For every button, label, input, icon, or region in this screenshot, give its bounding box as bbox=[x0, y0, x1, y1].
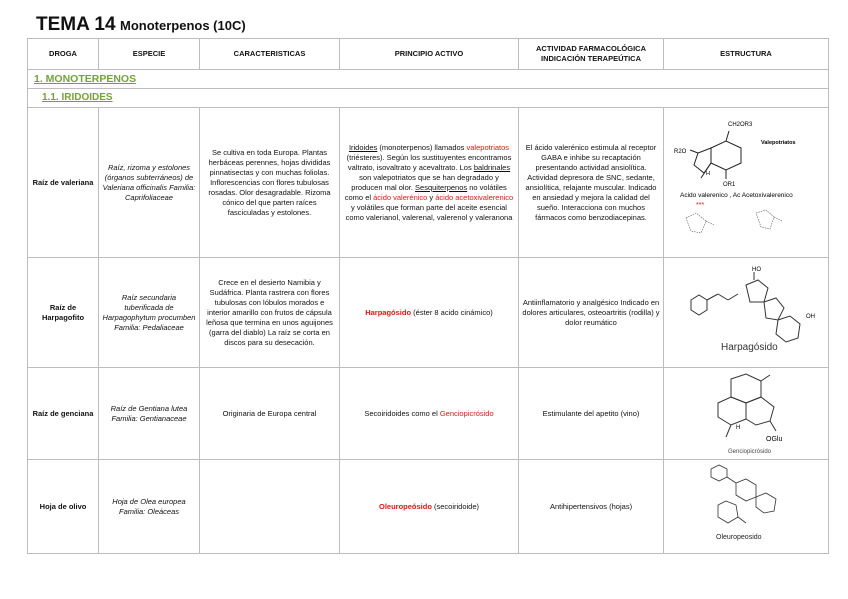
actividad-cell: Antihipertensivos (hojas) bbox=[519, 460, 664, 554]
principio-activo-cell bbox=[340, 108, 519, 258]
table-row bbox=[28, 108, 829, 258]
pa-text: y volátiles que forman parte del aceite esencial como valerianol, valerenal, valerenol y valeranona bbox=[345, 202, 513, 222]
actividad-cell: El ácido valerénico estimula al receptor GABA e inhibe su recaptación presentando actividad ansiolítica. Actividad depresora de SNC, sedante, ansiolítica, relajante muscular. Indicado en ansiedad y mejora la calidad del sueño. Interacciona con muchos fármacos como benzodiacepinas. bbox=[519, 108, 664, 258]
section-iridoides-label: 1.1. IRIDOIDES bbox=[42, 92, 113, 103]
table-header-row bbox=[28, 39, 829, 70]
table-row bbox=[28, 460, 829, 554]
estructura-cell bbox=[664, 258, 829, 368]
header-especie: ESPECIE bbox=[99, 39, 200, 70]
pa-acido-valerenico: ácido valerénico bbox=[373, 192, 428, 202]
oleuropeosido-structure bbox=[666, 461, 826, 553]
droga-cell: Hoja de olivo bbox=[28, 460, 99, 554]
header-actividad bbox=[519, 39, 664, 70]
title-main: TEMA 14 bbox=[36, 14, 116, 35]
pa-baldrinales: baldrinales bbox=[473, 162, 511, 172]
struct-oglu-label: OGlu bbox=[766, 435, 783, 443]
struct-or1-label: OR1 bbox=[723, 181, 736, 188]
header-actividad-line1: ACTIVIDAD FARMACOLÓGICA bbox=[536, 44, 646, 53]
pa-text: no volátiles como el bbox=[344, 182, 507, 202]
pa-text: (éster 8 acido cinámico) bbox=[411, 307, 493, 317]
header-caracteristicas: CARACTERISTICAS bbox=[200, 39, 340, 70]
struct-caption: Acido valerenico , Ac Acetoxivalerenico bbox=[680, 191, 793, 199]
pa-text: son valepotriatos que se han degradado y producen mal olor. bbox=[351, 172, 499, 192]
valepotriatos-structure bbox=[666, 113, 826, 253]
struct-h-label: H bbox=[736, 424, 741, 431]
title-sub: Monoterpenos (10C) bbox=[120, 18, 246, 33]
principio-activo-cell bbox=[340, 258, 519, 368]
pa-sesquiterpenos: Sesquiterpenos bbox=[415, 182, 468, 192]
struct-caption: Genciopicrósido bbox=[728, 448, 772, 455]
estructura-cell bbox=[664, 368, 829, 460]
genciopicrosido-structure bbox=[666, 369, 826, 459]
monoterpenos-table bbox=[27, 38, 829, 554]
caracteristicas-cell: Crece en el desierto Namibia y Sudáfrica. Planta rastrera con flores tubulosas con lóbulos morados e interior amarillo con frutos de cápsula leñosa que termina en unos aguijones (garra del diablo) La raíz se corta en discos para su desecación. bbox=[200, 258, 340, 368]
pa-iridoides: Iridoides bbox=[348, 142, 378, 152]
section-row-monoterpenos bbox=[28, 70, 829, 89]
actividad-cell: Estimulante del apetito (vino) bbox=[519, 368, 664, 460]
header-actividad-line2: INDICACIÓN TERAPEÚTICA bbox=[540, 54, 641, 63]
struct-caption: Oleuropeosido bbox=[716, 533, 762, 541]
struct-caption: Harpagósido bbox=[721, 342, 778, 353]
struct-valepotriatos-label: Valepotriatos bbox=[761, 139, 796, 146]
pa-acido-acetoxivalerenico: ácido acetoxivalerenico bbox=[435, 192, 514, 202]
pa-text: (triésteres). Según los sustituyentes encontramos valtrato, isovaltrato y acevaltrato. Los bbox=[346, 152, 512, 172]
harpagosido-structure bbox=[666, 260, 826, 365]
struct-ho-label: HO bbox=[752, 267, 761, 273]
droga-cell: Raíz de genciana bbox=[28, 368, 99, 460]
caracteristicas-cell: Se cultiva en toda Europa. Plantas herbáceas perennes, hojas divididas pinnatisectas y con muchas foliolas. Inflorescencias con flores tubulosas rosadas. Olor desagradable. Rizoma cónico del que parten raíces fasciculadas y estolones. bbox=[200, 108, 340, 258]
principio-activo-cell bbox=[340, 460, 519, 554]
table-row bbox=[28, 368, 829, 460]
pa-genciopicrosido: Genciopicrósido bbox=[439, 408, 494, 418]
section-iridoides bbox=[28, 89, 829, 108]
pa-valepotriatos: valepotriatos bbox=[466, 142, 510, 152]
caracteristicas-cell: Originaria de Europa central bbox=[200, 368, 340, 460]
actividad-cell: Antiinflamatorio y analgésico Indicado en dolores articulares, osteoartritis (rodilla) y dolor reumático bbox=[519, 258, 664, 368]
droga-cell: Raíz de Harpagofito bbox=[28, 258, 99, 368]
struct-ch2or3-label: CH2OR3 bbox=[728, 121, 753, 128]
especie-cell: Raíz secundaria tuberificada de Harpagophytum procumben Familia: Pedaliaceae bbox=[99, 258, 200, 368]
estructura-cell bbox=[664, 108, 829, 258]
header-principio-activo: PRINCIPIO ACTIVO bbox=[340, 39, 519, 70]
principio-activo-cell bbox=[340, 368, 519, 460]
struct-h-label: H bbox=[706, 170, 710, 177]
header-estructura: ESTRUCTURA bbox=[664, 39, 829, 70]
caracteristicas-cell bbox=[200, 460, 340, 554]
section-monoterpenos-label: 1. MONOTERPENOS bbox=[34, 73, 137, 85]
struct-oh-label: OH bbox=[806, 314, 815, 320]
struct-stars: *** bbox=[696, 201, 705, 209]
pa-text: (secoiridoide) bbox=[431, 501, 480, 511]
pa-text: y bbox=[427, 192, 436, 202]
pa-oleuropeosido: Oleuropeósido bbox=[378, 501, 432, 511]
droga-cell: Raíz de valeriana bbox=[28, 108, 99, 258]
pa-text: Secoiridoides como el bbox=[364, 408, 440, 418]
especie-cell: Raíz, rizoma y estolones (órganos subterráneos) de Valeriana officinalis Familia: Caprifoliaceae bbox=[99, 108, 200, 258]
especie-cell: Hoja de Olea europea Familia: Oleáceas bbox=[99, 460, 200, 554]
struct-r2o-label: R2O bbox=[674, 148, 687, 155]
pa-harpagosido: Harpagósido bbox=[365, 307, 412, 317]
especie-cell: Raíz de Gentiana lutea Familia: Gentianaceae bbox=[99, 368, 200, 460]
header-droga: DROGA bbox=[28, 39, 99, 70]
estructura-cell bbox=[664, 460, 829, 554]
page-title bbox=[36, 14, 246, 36]
section-row-iridoides bbox=[28, 89, 829, 108]
table-row bbox=[28, 258, 829, 368]
pa-text: (monoterpenos) llamados bbox=[377, 142, 467, 152]
section-monoterpenos bbox=[28, 70, 829, 89]
